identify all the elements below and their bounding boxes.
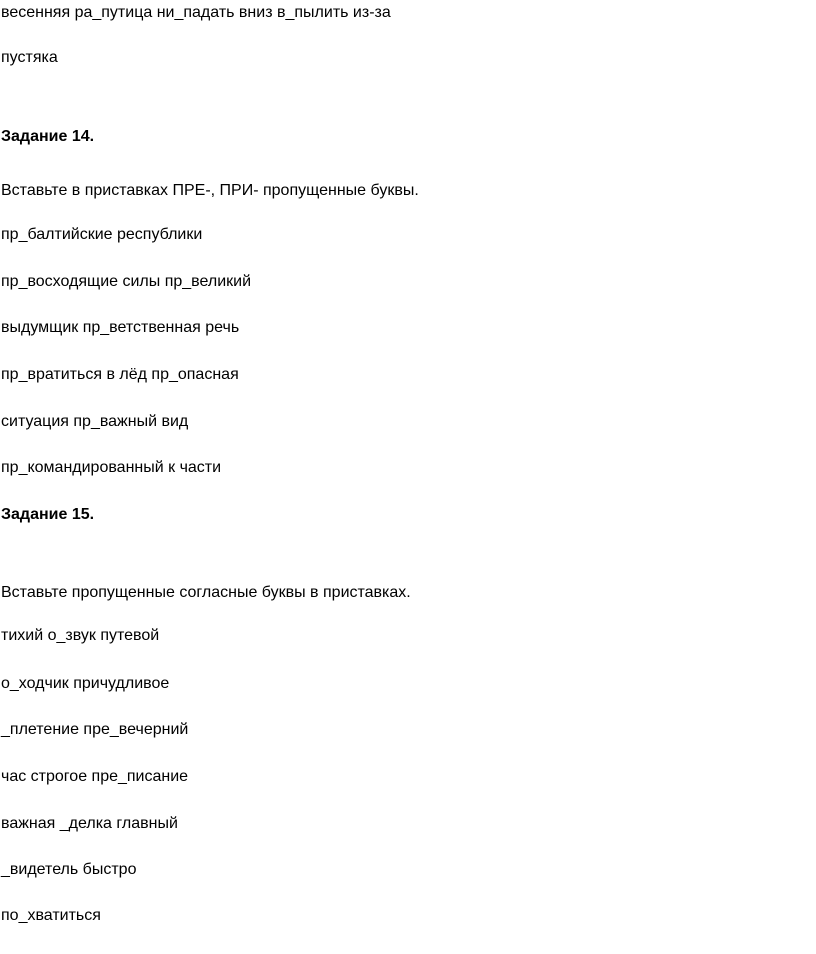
- task-heading: Задание 15.: [1, 506, 95, 523]
- text-line: тихий о_звук путевой: [1, 627, 160, 644]
- text-line: пр_балтийские республики: [1, 226, 203, 243]
- text-line: важная _делка главный: [1, 815, 178, 832]
- task-instruction: Вставьте пропущенные согласные буквы в приставках.: [1, 584, 411, 601]
- text-line: пр_восходящие силы пр_великий: [1, 273, 252, 290]
- task-instruction: Вставьте в приставках ПРЕ-, ПРИ- пропущенные буквы.: [1, 182, 419, 199]
- text-line: ситуация пр_важный вид: [1, 413, 189, 430]
- text-line: пр_вратиться в лёд пр_опасная: [1, 366, 239, 383]
- text-line: _плетение пре_вечерний: [1, 721, 189, 738]
- text-line: весенняя ра_путица ни_падать вниз в_пылить из-за: [1, 4, 391, 21]
- text-line: _видетель быстро: [1, 861, 137, 878]
- text-line: о_ходчик причудливое: [1, 675, 170, 692]
- text-line: выдумщик пр_ветственная речь: [1, 319, 240, 336]
- text-line: по_хватиться: [1, 907, 101, 924]
- text-line: час строгое пре_писание: [1, 768, 189, 785]
- task-heading: Задание 14.: [1, 128, 95, 145]
- text-line: пр_командированный к части: [1, 459, 222, 476]
- text-line: пустяка: [1, 49, 58, 66]
